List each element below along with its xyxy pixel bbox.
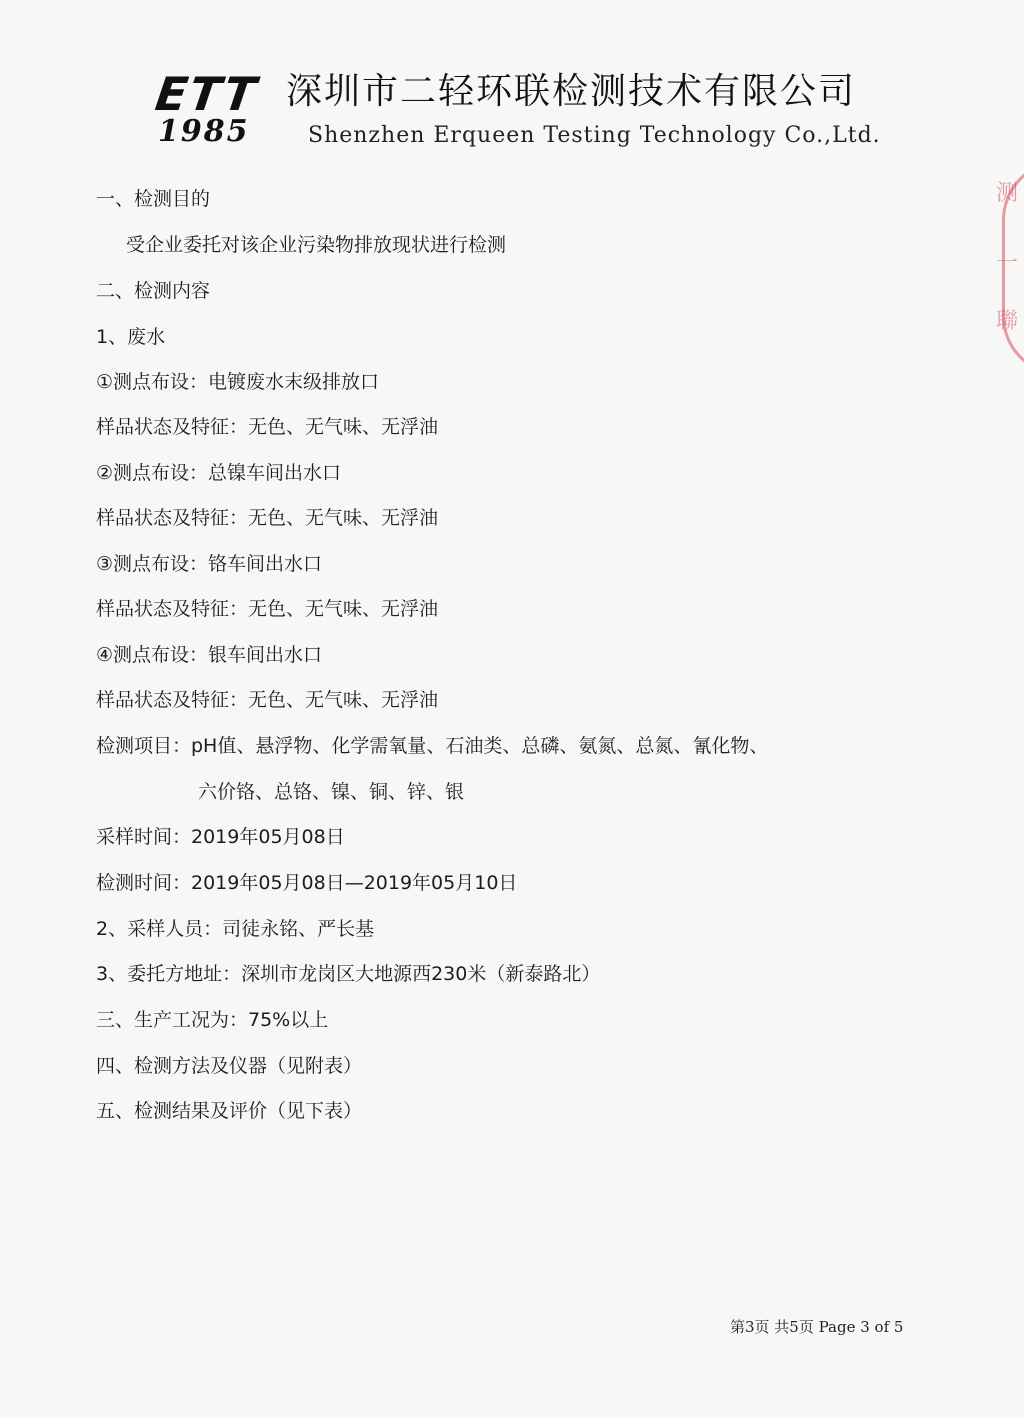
sample-state-4: 样品状态及特征：无色、无气味、无浮油 [96, 689, 439, 711]
section-1-body: 受企业委托对该企业污染物排放现状进行检测 [126, 234, 507, 256]
section-2-title: 二、检测内容 [96, 280, 211, 302]
section-3-production: 三、生产工况为：75%以上 [96, 1009, 329, 1031]
stamp-char-mid: 一 [996, 251, 1019, 276]
sample-state-1: 样品状态及特征：无色、无气味、无浮油 [96, 416, 439, 438]
letterhead [150, 67, 881, 158]
client-address: 3、委托方地址：深圳市龙岗区大地源西230米（新泰路北） [96, 963, 601, 985]
logo-year-text: 1985 [158, 114, 250, 149]
sample-state-3: 样品状态及特征：无色、无气味、无浮油 [96, 598, 439, 620]
section-1-title: 一、检测目的 [96, 188, 211, 210]
sampling-point-3: ③测点布设：铬车间出水口 [96, 553, 323, 575]
testing-time: 检测时间：2019年05月08日—2019年05月10日 [96, 872, 518, 894]
company-name-chinese: 深圳市二轻环联检测技术有限公司 [286, 71, 857, 112]
samplers: 2、采样人员：司徒永铭、严长基 [96, 918, 375, 940]
sampling-time: 采样时间：2019年05月08日 [96, 826, 345, 848]
sampling-point-1: ①测点布设：电镀废水末级排放口 [96, 371, 380, 393]
stamp-char-bottom: 聯 [996, 309, 1019, 334]
company-logo [150, 68, 280, 158]
section-4-methods: 四、检测方法及仪器（见附表） [96, 1055, 363, 1077]
company-name-english: Shenzhen Erqueen Testing Technology Co.,Ltd. [308, 123, 881, 148]
page-number: 第3页 共5页 Page 3 of 5 [730, 1318, 904, 1336]
stamp-char-top: 测 [996, 181, 1019, 206]
wastewater-title: 1、废水 [96, 326, 166, 348]
red-seal-stamp [994, 160, 1024, 370]
sample-state-2: 样品状态及特征：无色、无气味、无浮油 [96, 507, 439, 529]
test-items-line-2: 六价铬、总铬、镍、铜、锌、银 [198, 781, 465, 803]
sampling-point-4: ④测点布设：银车间出水口 [96, 644, 323, 666]
test-items-line-1: 检测项目：pH值、悬浮物、化学需氧量、石油类、总磷、氨氮、总氮、氰化物、 [96, 735, 769, 757]
sampling-point-2: ②测点布设：总镍车间出水口 [96, 462, 342, 484]
logo-ett-text: ETT [152, 67, 262, 121]
section-5-results: 五、检测结果及评价（见下表） [96, 1100, 363, 1122]
